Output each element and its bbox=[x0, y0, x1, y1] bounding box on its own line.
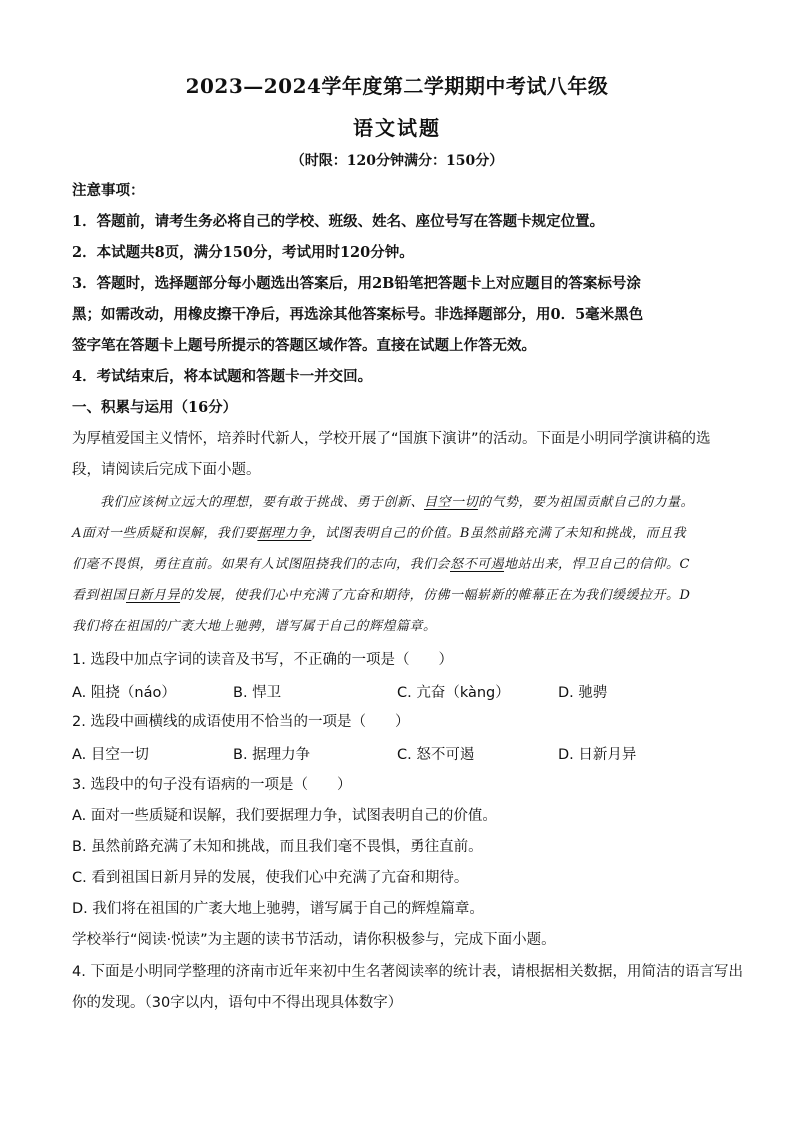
q1-option-b: B. 悍卫 bbox=[233, 685, 282, 701]
passage-line-1 bbox=[100, 493, 760, 513]
passage-text: 们毫不畏惧，勇往直前。如果有人试图阻挠我们的志向，我们会 bbox=[72, 557, 451, 572]
q2-option-a: A. 目空一切 bbox=[72, 747, 149, 763]
question-2-stem: 2. 选段中画横线的成语使用不恰当的一项是（ ） bbox=[72, 714, 410, 730]
passage-line-2 bbox=[72, 524, 732, 544]
note-3-line-2: 黑；如需改动，用橡皮擦干净后，再选涂其他答案标号。非选择题部分，用0．5毫米黑色 bbox=[72, 306, 644, 323]
note-3-line-3: 签字笔在答题卡上题号所提示的答题区域作答。直接在试题上作答无效。 bbox=[72, 337, 536, 354]
notes-heading: 注意事项： bbox=[72, 182, 145, 199]
underlined-idiom: 据理力争 bbox=[257, 526, 312, 541]
q2-option-d: D. 日新月异 bbox=[558, 747, 637, 763]
q3-option-c: C. 看到祖国日新月异的发展，使我们心中充满了亢奋和期待。 bbox=[72, 870, 469, 886]
passage-text: 看到祖国 bbox=[72, 588, 127, 603]
note-4: 4．考试结束后，将本试题和答题卡一并交回。 bbox=[72, 368, 373, 385]
question-4-stem-line-1: 4. 下面是小明同学整理的济南市近年来初中生名著阅读率的统计表，请根据相关数据，用简洁的语言写出 bbox=[72, 964, 743, 980]
q3-option-b: B. 虽然前路充满了未知和挑战，而且我们毫不畏惧，勇往直前。 bbox=[72, 839, 483, 855]
q1-option-c: C. 亢奋（kàng） bbox=[397, 685, 510, 701]
q3-option-d: D. 我们将在祖国的广袤大地上驰骋，谱写属于自己的辉煌篇章。 bbox=[72, 901, 484, 917]
underlined-idiom: 日新月异 bbox=[126, 588, 181, 603]
question-1-stem: 1. 选段中加点字词的读音及书写，不正确的一项是（ ） bbox=[72, 652, 453, 668]
q3-option-a: A. 面对一些质疑和误解，我们要据理力争，试图表明自己的价值。 bbox=[72, 808, 497, 824]
passage-line-3 bbox=[72, 555, 732, 575]
section-1-heading: 一、积累与运用（16分） bbox=[72, 399, 238, 416]
passage-text: ，试图表明自己的价值。B虽然前路充满了未知和挑战，而且我 bbox=[311, 526, 686, 541]
passage-text: 的发展，使我们心中充满了亢奋和期待，仿佛一幅崭新的帷幕正在为我们缓缓拉开。D bbox=[180, 588, 691, 603]
section-1-intro-line-2: 段，请阅读后完成下面小题。 bbox=[72, 462, 261, 478]
section-2-intro: 学校举行“阅读·悦读”为主题的读书节活动，请你积极参与，完成下面小题。 bbox=[72, 932, 556, 948]
section-1-intro-line-1: 为厚植爱国主义情怀，培养时代新人，学校开展了“国旗下演讲”的活动。下面是小明同学演讲稿的选 bbox=[72, 431, 711, 447]
passage-line-5: 我们将在祖国的广袤大地上驰骋，谱写属于自己的辉煌篇章。 bbox=[72, 619, 437, 634]
q2-option-b: B. 据理力争 bbox=[233, 747, 311, 763]
exam-info: （时限：120分钟满分：150分） bbox=[290, 153, 504, 169]
q1-option-a: A. 阻挠（náo） bbox=[72, 685, 176, 701]
question-3-stem: 3. 选段中的句子没有语病的一项是（ ） bbox=[72, 777, 352, 793]
underlined-idiom: 目空一切 bbox=[424, 495, 479, 510]
subject-title: 语文试题 bbox=[353, 116, 441, 140]
passage-text: 我们应该树立远大的理想，要有敢于挑战、勇于创新、 bbox=[100, 495, 425, 510]
passage-text: 地站出来，悍卫自己的信仰。C bbox=[504, 557, 690, 572]
q2-option-c: C. 怒不可遏 bbox=[397, 747, 475, 763]
note-2: 2．本试题共8页，满分150分，考试用时120分钟。 bbox=[72, 244, 414, 261]
passage-text: A面对一些质疑和误解，我们要 bbox=[72, 526, 258, 541]
note-1: 1．答题前，请考生务必将自己的学校、班级、姓名、座位号写在答题卡规定位置。 bbox=[72, 213, 605, 230]
question-4-stem-line-2: 你的发现。（30字以内，语句中不得出现具体数字） bbox=[72, 995, 403, 1011]
note-3-line-1: 3．答题时，选择题部分每小题选出答案后，用2B铅笔把答题卡上对应题目的答案标号涂 bbox=[72, 275, 641, 292]
q1-option-d: D. 驰骋 bbox=[558, 685, 608, 701]
passage-text: 的气势，要为祖国贡献自己的力量。 bbox=[478, 495, 695, 510]
underlined-idiom: 怒不可遏 bbox=[450, 557, 505, 572]
exam-title: 2023—2024学年度第二学期期中考试八年级 bbox=[185, 74, 609, 98]
passage-line-4 bbox=[72, 586, 732, 606]
